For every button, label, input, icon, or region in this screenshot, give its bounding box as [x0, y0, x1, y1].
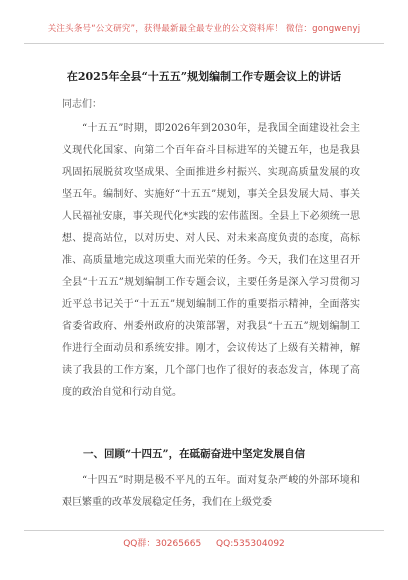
footer-divider: [24, 530, 384, 531]
footer-contact: [0, 536, 408, 549]
footer-qq-group: QQ群：30265665: [123, 539, 202, 549]
paragraph-1: “十五五”时期，即2026年到2030年，是我国全面建设社会主义现代化国家、向第二个百年奋斗目标进军的关键五年，也是我县巩固拓展脱贫攻坚成果、全面推进乡村振兴、实现高质量发展的攻坚五年。编制好、实施好“十五五”规划，事关全县发展大局、事关人民福祉安康，事关现代化*实践的宏伟蓝图。全县上下必须统一思想、提高站位，以对历史、对人民、对未来高度负责的态度，高标准、高质量地完成这项重大而光荣的任务。今天，我们在这里召开全县“十五五”规划编制工作专题会议，主要任务是深入学习贯彻习近平总书记关于“十五五”规划编制工作的重要指示精神，全面落实省委省政府、州委州政府的决策部署，对我县“十五五”规划编制工作进行全面动员和系统安排。刚才，会议传达了上级有关精神，解读了我县的工作方案，几个部门也作了很好的表态发言，体现了高度的政治自觉和行动自觉。: [62, 123, 360, 398]
document-body: [62, 118, 360, 404]
document-title: 在2025年全县“十五五”规划编制工作专题会议上的讲话: [66, 70, 342, 83]
footer-qq-number: QQ:535304092: [216, 539, 285, 549]
salutation: 同志们：: [62, 99, 102, 110]
header-divider: [24, 43, 384, 44]
paragraph-2: “十四五”时期是极不平凡的五年。面对复杂严峻的外部环境和艰巨繁重的改革发展稳定任务，我们在上级党委: [62, 475, 360, 508]
section-heading-1: 一、回顾“十四五”，在砥砺奋进中坚定发展自信: [83, 448, 306, 460]
document-body-continued: [62, 470, 360, 514]
header-promo-note: 关注头条号“公文研究”，获得最新最全最专业的公文资料库！ 微信：gongwenyj: [47, 24, 361, 34]
